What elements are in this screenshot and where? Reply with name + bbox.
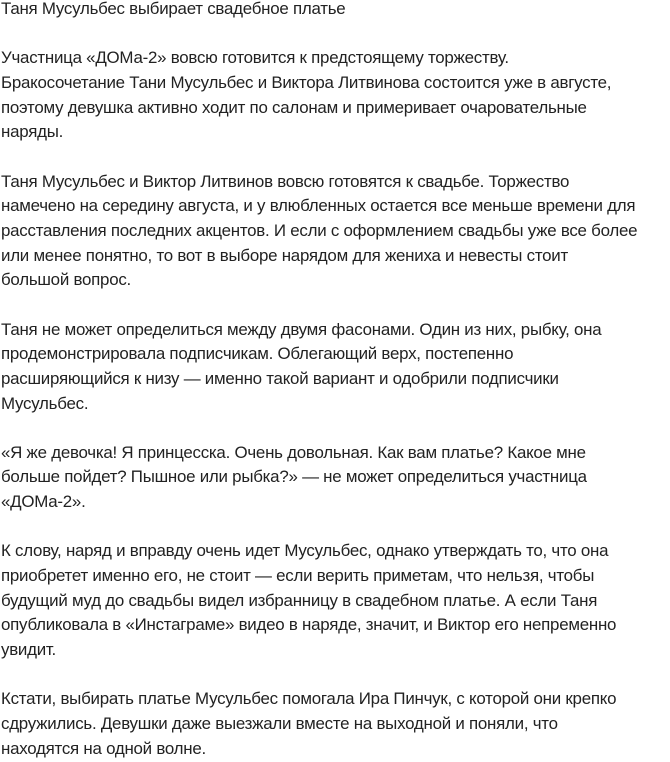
paragraph-line: Участница «ДОМа-2» вовсю готовится к предстоящему торжеству. [1, 48, 509, 68]
paragraph-line: или менее понятно, то вот в выборе нарядом для жениха и невесты стоит [1, 245, 568, 265]
paragraph-line: увидит. [1, 640, 56, 660]
paragraph-line: «Я же девочка! Я принцесска. Очень довольная. Как вам платье? Какое мне [1, 442, 586, 462]
paragraph-gap [1, 22, 669, 47]
paragraph [1, 687, 669, 761]
paragraph-line: поэтому девушка активно ходит по салонам и примеривает очаровательные [1, 97, 587, 117]
paragraph-line: большой вопрос. [1, 270, 132, 290]
paragraph-line: расширяющийся к низу — именно такой вариант и одобрили подписчики [1, 368, 559, 388]
paragraph-line: будущий муд до свадьбы видел избранницу в свадебном платье. А если Таня [1, 590, 598, 610]
paragraph-gap [1, 663, 669, 688]
paragraph-gap [1, 416, 669, 441]
paragraph-line: больше пойдет? Пышное или рыбка?» — не может определиться участница [1, 467, 587, 487]
paragraph-line: Таня Мусульбес и Виктор Литвинов вовсю готовятся к свадьбе. Торжество [1, 171, 570, 191]
article-body [1, 22, 669, 762]
paragraph-line: Кстати, выбирать платье Мусульбес помогала Ира Пинчук, с которой они крепко [1, 689, 617, 709]
article-title: Таня Мусульбес выбирает свадебное платье [1, 0, 346, 18]
paragraph [1, 46, 669, 145]
paragraph-line: «ДОМа-2». [1, 492, 86, 512]
paragraph-line: наряды. [1, 122, 64, 142]
paragraph-line: находятся на одной волне. [1, 738, 206, 758]
paragraph [1, 318, 669, 417]
paragraph-line: продемонстрировала подписчикам. Облегающий верх, постепенно [1, 344, 514, 364]
paragraph-line: Таня не может определиться между двумя фасонами. Один из них, рыбку, она [1, 319, 602, 339]
paragraph-line: сдружились. Девушки даже выезжали вместе на выходной и поняли, что [1, 714, 558, 734]
paragraph-gap [1, 515, 669, 540]
paragraph-line: К слову, наряд и вправду очень идет Мусульбес, однако утверждать то, что она [1, 541, 609, 561]
paragraph-line: расставления последних акцентов. И если с оформлением свадьбы уже все более [1, 220, 638, 240]
paragraph-line: приобретет именно его, не стоит — если верить приметам, что нельзя, чтобы [1, 566, 595, 586]
paragraph-line: Бракосочетание Тани Мусульбес и Виктора Литвинова состоится уже в августе, [1, 72, 612, 92]
paragraph-line: опубликовала в «Инстаграме» видео в наряде, значит, и Виктор его непременно [1, 615, 617, 635]
paragraph [1, 170, 669, 293]
paragraph-gap [1, 293, 669, 318]
article [1, 0, 669, 761]
paragraph-line: намечено на середину августа, и у влюбленных остается все меньше времени для [1, 196, 636, 216]
paragraph [1, 441, 669, 515]
paragraph-line: Мусульбес. [1, 393, 89, 413]
paragraph [1, 539, 669, 662]
paragraph-gap [1, 145, 669, 170]
